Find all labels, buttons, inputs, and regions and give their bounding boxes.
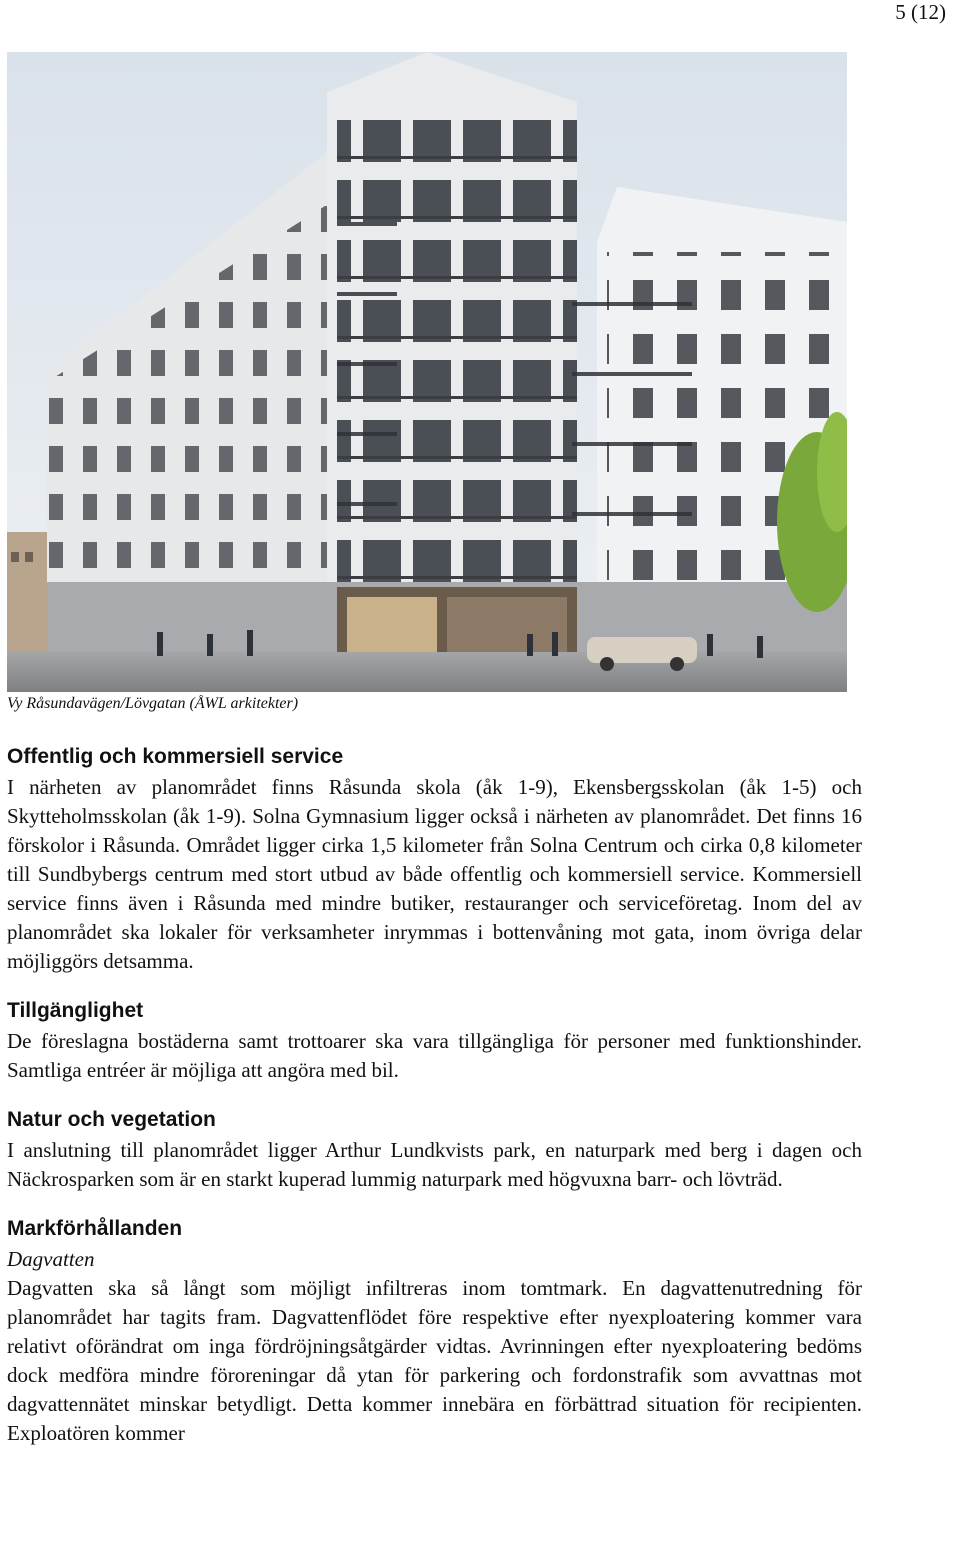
- page-number: 5 (12): [895, 0, 946, 24]
- body-paragraph: I anslutning till planområdet ligger Arthur Lundkvists park, en naturpark med berg i dagen och Näckrosparken som är en starkt kuperad lummig naturpark med högvuxna barr- och lövträd.: [7, 1138, 862, 1191]
- body-paragraph: I närheten av planområdet finns Råsunda skola (åk 1-9), Ekensbergsskolan (åk 1-5) och Skytteholmsskolan (åk 1-9). Solna Gymnasium ligger också i närheten av planområdet. Det finns 16 förskolor i Råsunda. Området ligger cirka 1,5 kilometer från Solna Centrum och cirka 0,8 kilometer till Sundbybergs centrum med stort utbud av både offentlig och kommersiell service. Kommersiell service finns även i Råsunda med mindre butiker, restauranger och serviceföretag. Inom del av planområdet ska lokaler för verksamheter inrymmas i bottenvåning mot gata, inom övriga delar möjliggörs detsamma.: [7, 775, 862, 973]
- figure-caption: Vy Råsundavägen/Lövgatan (ÅWL arkitekter): [7, 695, 299, 712]
- section-heading: Tillgänglighet: [7, 999, 144, 1022]
- section-service: [7, 744, 862, 976]
- section-nature: [7, 1107, 862, 1194]
- section-heading: Markförhållanden: [7, 1217, 183, 1240]
- subsection-heading: Dagvatten: [7, 1247, 95, 1271]
- section-heading: Offentlig och kommersiell service: [7, 745, 344, 768]
- body-paragraph: De föreslagna bostäderna samt trottoarer ska vara tillgängliga för personer med funktionshinder. Samtliga entréer är möjliga att angöra med bil.: [7, 1029, 862, 1082]
- section-accessibility: [7, 998, 862, 1085]
- body-paragraph: Dagvatten ska så långt som möjligt infiltreras inom tomtmark. En dagvattenutredning för planområdet har tagits fram. Dagvattenflödet före respektive efter nyexploatering kommer vara relativt oförändrat om inga fördröjningsåtgärder vidtas. Avrinningen efter nyexploatering bedöms dock medföra mindre föroreningar då ytan för parkering och fordonstrafik som avvattnas mot dagvattennätet minskar betydligt. Detta kommer innebära en förbättrad situation för recipienten. Exploatören kommer: [7, 1276, 862, 1445]
- section-heading: Natur och vegetation: [7, 1108, 216, 1131]
- building-rendering-image: [7, 52, 847, 692]
- section-ground: [7, 1216, 862, 1448]
- document-body: [7, 744, 862, 1470]
